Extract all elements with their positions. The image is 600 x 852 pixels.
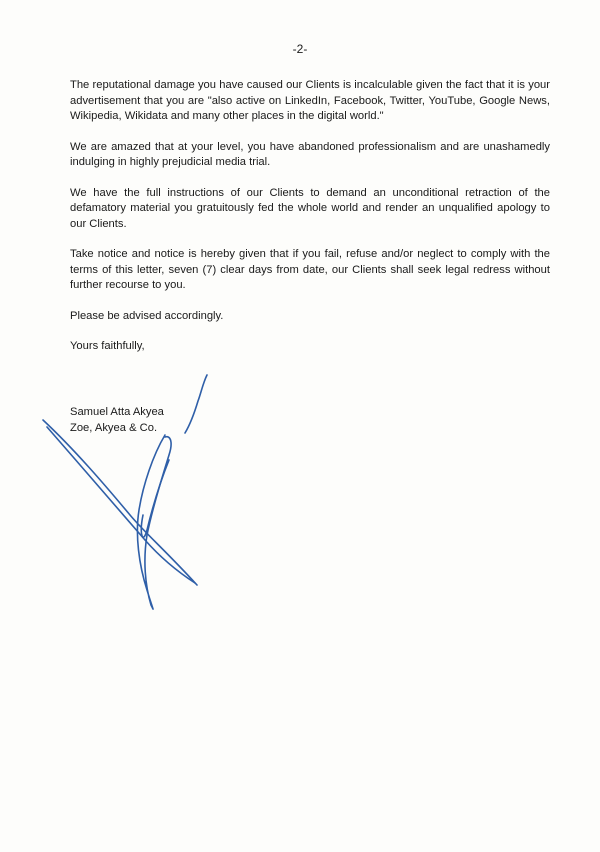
signatory-name: Samuel Atta Akyea [70,406,164,418]
paragraph-reputational-damage: The reputational damage you have caused our Clients is incalculable given the fact that it is your advertisement that you are "also active on LinkedIn, Facebook, Twitter, YouTube, Google News, Wikipedia, Wikidata and many other places in the digital world." [70,79,550,122]
paragraph-professionalism: We are amazed that at your level, you have abandoned professionalism and are unashamedly indulging in highly prejudicial media trial. [70,140,550,168]
handwritten-signature [35,365,235,625]
page-number: -2- [292,42,308,56]
signatory-firm: Zoe, Akyea & Co. [70,421,158,434]
paragraph-notice: Take notice and notice is hereby given that if you fail, refuse and/or neglect to comply with the terms of this letter, seven (7) clear days from date, our Clients shall seek legal redress without further recourse to you. [70,248,550,291]
paragraph-retraction-demand: We have the full instructions of our Clients to demand an unconditional retraction of the defamatory material you gratuitously fed the whole world and render an unqualified apology to our Clients. [70,186,550,230]
advice-line: Please be advised accordingly. [70,309,224,322]
letter-body [70,78,550,370]
closing-line: Yours faithfully, [70,340,145,352]
